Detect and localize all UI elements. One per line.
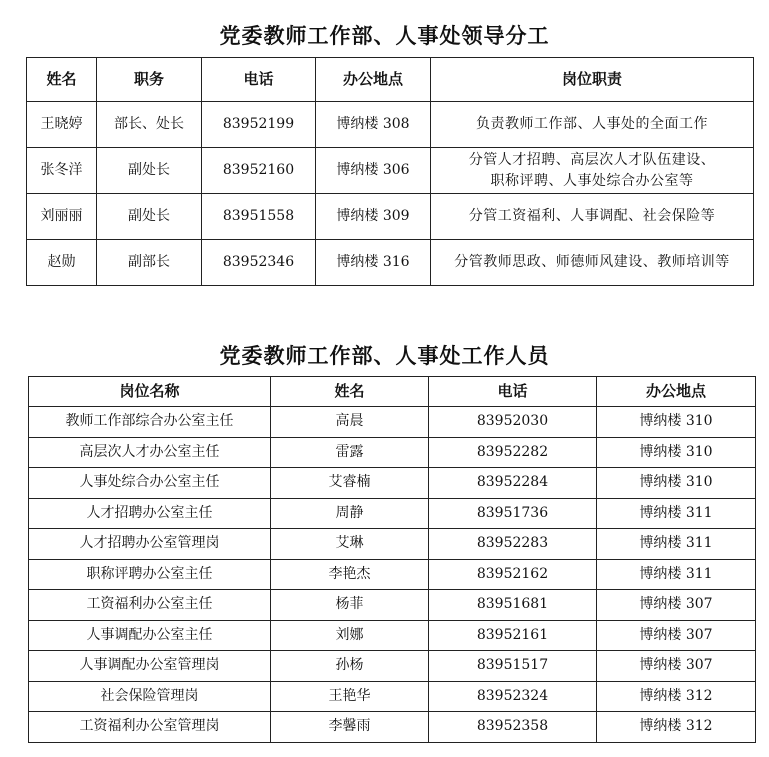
staff-name: 雷露 <box>271 437 429 468</box>
staff-post: 人事调配办公室管理岗 <box>29 651 271 682</box>
staff-name: 李艳杰 <box>271 559 429 590</box>
header-position: 职务 <box>97 58 202 102</box>
staff-post: 工资福利办公室管理岗 <box>29 712 271 743</box>
staff-name: 杨菲 <box>271 590 429 621</box>
leader-name: 王晓婷 <box>27 102 97 148</box>
staff-office: 博纳楼 311 <box>597 498 756 529</box>
leader-name: 张冬洋 <box>27 148 97 194</box>
staff-post: 高层次人才办公室主任 <box>29 437 271 468</box>
table-row <box>29 712 756 743</box>
leaders-table-title: 党委教师工作部、人事处领导分工 <box>219 24 550 48</box>
staff-phone: 83952283 <box>429 529 597 560</box>
header-duty: 岗位职责 <box>431 58 754 102</box>
staff-name: 孙杨 <box>271 651 429 682</box>
staff-post: 人事调配办公室主任 <box>29 620 271 651</box>
staff-header-row <box>29 377 756 407</box>
staff-office: 博纳楼 307 <box>597 651 756 682</box>
staff-office: 博纳楼 307 <box>597 590 756 621</box>
staff-name: 艾琳 <box>271 529 429 560</box>
header-office: 办公地点 <box>316 58 431 102</box>
table-row <box>27 194 754 240</box>
staff-office: 博纳楼 311 <box>597 529 756 560</box>
staff-phone: 83952358 <box>429 712 597 743</box>
staff-office: 博纳楼 310 <box>597 468 756 499</box>
leader-office: 博纳楼 316 <box>316 240 431 286</box>
leader-position: 部长、处长 <box>97 102 202 148</box>
staff-phone: 83951736 <box>429 498 597 529</box>
leader-office: 博纳楼 308 <box>316 102 431 148</box>
leader-position: 副部长 <box>97 240 202 286</box>
leader-phone: 83952346 <box>202 240 316 286</box>
staff-name: 周静 <box>271 498 429 529</box>
header-name: 姓名 <box>271 377 429 407</box>
staff-office: 博纳楼 307 <box>597 620 756 651</box>
header-phone: 电话 <box>202 58 316 102</box>
header-post: 岗位名称 <box>29 377 271 407</box>
staff-post: 人事处综合办公室主任 <box>29 468 271 499</box>
header-phone: 电话 <box>429 377 597 407</box>
table-row <box>27 240 754 286</box>
table-row <box>29 498 756 529</box>
staff-name: 刘娜 <box>271 620 429 651</box>
table-row <box>29 651 756 682</box>
table-row <box>29 468 756 499</box>
staff-name: 王艳华 <box>271 681 429 712</box>
leader-office: 博纳楼 309 <box>316 194 431 240</box>
leader-position: 副处长 <box>97 194 202 240</box>
staff-post: 教师工作部综合办公室主任 <box>29 407 271 438</box>
table-row <box>27 102 754 148</box>
table-row <box>29 407 756 438</box>
table-row <box>29 620 756 651</box>
leader-office: 博纳楼 306 <box>316 148 431 194</box>
staff-office: 博纳楼 312 <box>597 712 756 743</box>
leader-phone: 83951558 <box>202 194 316 240</box>
staff-phone: 83952030 <box>429 407 597 438</box>
staff-phone: 83952282 <box>429 437 597 468</box>
table-row <box>29 559 756 590</box>
leader-phone: 83952160 <box>202 148 316 194</box>
leader-name: 刘丽丽 <box>27 194 97 240</box>
table-row <box>29 437 756 468</box>
leader-phone: 83952199 <box>202 102 316 148</box>
leader-name: 赵勋 <box>27 240 97 286</box>
leader-duty: 负责教师工作部、人事处的全面工作 <box>431 102 754 148</box>
staff-phone: 83952324 <box>429 681 597 712</box>
staff-post: 职称评聘办公室主任 <box>29 559 271 590</box>
staff-phone: 83952162 <box>429 559 597 590</box>
table-row <box>29 529 756 560</box>
staff-phone: 83951517 <box>429 651 597 682</box>
header-name: 姓名 <box>27 58 97 102</box>
table-row <box>27 148 754 194</box>
leaders-header-row <box>27 58 754 102</box>
staff-name: 李馨雨 <box>271 712 429 743</box>
staff-name: 高晨 <box>271 407 429 438</box>
staff-table <box>28 376 756 743</box>
staff-office: 博纳楼 310 <box>597 407 756 438</box>
leader-position: 副处长 <box>97 148 202 194</box>
staff-table-title: 党委教师工作部、人事处工作人员 <box>219 344 550 368</box>
leader-duty <box>431 148 754 194</box>
staff-post: 社会保险管理岗 <box>29 681 271 712</box>
staff-office: 博纳楼 312 <box>597 681 756 712</box>
table-row <box>29 681 756 712</box>
staff-post: 工资福利办公室主任 <box>29 590 271 621</box>
staff-phone: 83951681 <box>429 590 597 621</box>
table-row <box>29 590 756 621</box>
leader-duty-line2: 职称评聘、人事处综合办公室等 <box>490 172 694 189</box>
leader-duty: 分管教师思政、师德师风建设、教师培训等 <box>431 240 754 286</box>
staff-phone: 83952161 <box>429 620 597 651</box>
staff-post: 人才招聘办公室主任 <box>29 498 271 529</box>
staff-name: 艾睿楠 <box>271 468 429 499</box>
leader-duty: 分管工资福利、人事调配、社会保险等 <box>431 194 754 240</box>
leaders-table <box>26 57 754 286</box>
staff-phone: 83952284 <box>429 468 597 499</box>
staff-office: 博纳楼 311 <box>597 559 756 590</box>
staff-office: 博纳楼 310 <box>597 437 756 468</box>
leader-duty-line1: 分管人才招聘、高层次人才队伍建设、 <box>468 151 716 168</box>
staff-post: 人才招聘办公室管理岗 <box>29 529 271 560</box>
header-office: 办公地点 <box>597 377 756 407</box>
